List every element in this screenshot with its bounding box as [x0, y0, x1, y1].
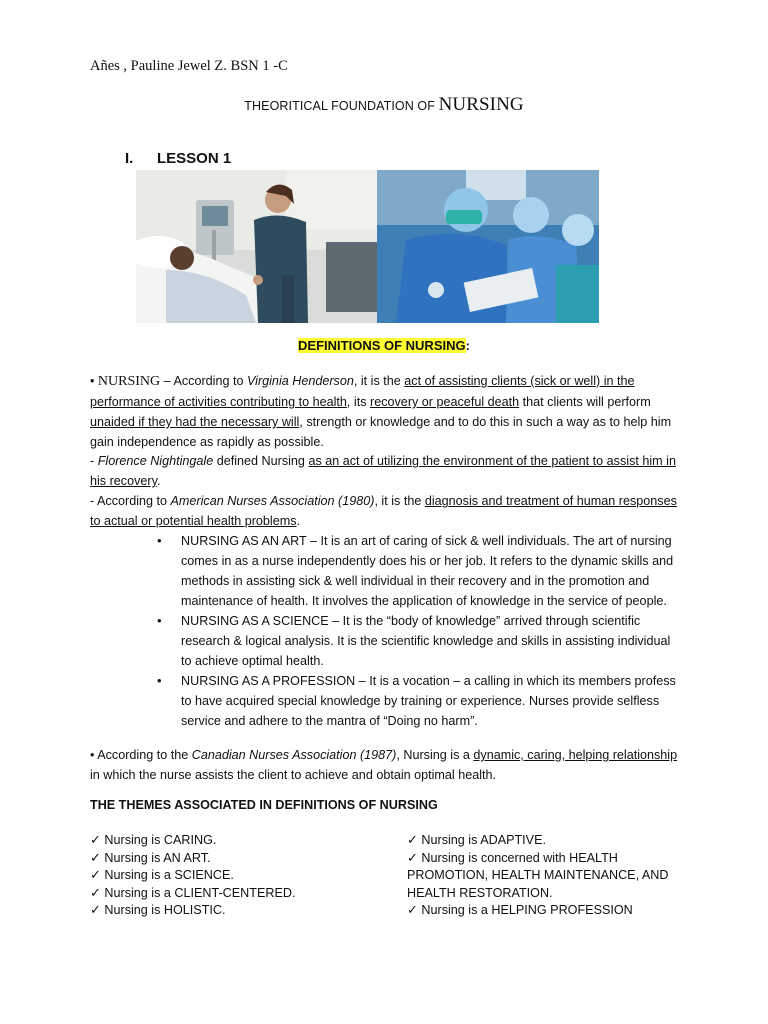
lesson-label: LESSON 1: [157, 150, 232, 167]
themes-heading: THE THEMES ASSOCIATED IN DEFINITIONS OF NURSING: [90, 798, 438, 812]
theme-text: Nursing is a SCIENCE.: [104, 868, 234, 882]
theme-item-continued: PROMOTION, HEALTH MAINTENANCE, AND: [407, 868, 669, 882]
text: , its: [346, 395, 371, 409]
theme-item: [90, 850, 295, 868]
text: defined Nursing: [213, 454, 309, 468]
text: – According to: [160, 374, 247, 388]
text: that clients will perform: [519, 395, 651, 409]
text: , Nursing is a: [396, 748, 474, 762]
underlined-text: recovery or peaceful death: [370, 395, 520, 409]
check-icon: ✓: [407, 833, 418, 848]
surgery-photo: [377, 170, 599, 323]
theme-text: Nursing is a CLIENT-CENTERED.: [104, 885, 296, 900]
theme-item: [90, 885, 295, 903]
check-icon: ✓: [90, 833, 101, 848]
nurse-patient-photo: [136, 170, 377, 323]
definition-cna: [90, 745, 690, 785]
lesson-photos: [136, 170, 599, 323]
list-item: • NURSING AS AN ART – It is an art of caring of sick & well individuals. The art of nursing comes in as a nurse independently does his or her job. It refers to the dynamic skills and methods in assisting sick & well individual in their recovery and in the promotion and maintenance of health. It involves the application of knowledge in the service of people.: [155, 531, 680, 611]
theme-text: Nursing is concerned with HEALTH: [421, 850, 618, 865]
underlined-text: diagnosis and treatment of human responses to actual or potential health problems: [90, 494, 677, 528]
lesson-number: I.: [125, 150, 134, 167]
definitions-heading: [0, 338, 768, 353]
title-nursing: NURSING: [438, 94, 524, 115]
text: , it is the: [353, 374, 405, 388]
definition-henderson: [90, 371, 690, 452]
theme-item-continued: HEALTH RESTORATION.: [407, 885, 553, 900]
theme-text: Nursing is ADAPTIVE.: [421, 833, 546, 847]
nursing-term: NURSING: [97, 374, 161, 389]
theme-item: [90, 867, 295, 885]
bullet: •: [90, 748, 95, 762]
theme-text: Nursing is a HELPING PROFESSION: [421, 903, 633, 917]
lesson-heading: [125, 150, 231, 167]
text: -: [90, 454, 98, 468]
check-icon: ✓: [90, 903, 101, 918]
check-icon: ✓: [407, 850, 418, 866]
definitions-heading-colon: :: [465, 338, 470, 353]
underlined-text: dynamic, caring, helping relationship: [473, 748, 678, 762]
list-item: • NURSING AS A SCIENCE – It is the “body of knowledge” arrived through scientific research & logical analysis. It is the scientific knowledge and skills in assisting individual to achieve optimal health.: [155, 611, 680, 671]
text: - According to: [90, 494, 171, 508]
source-name: Florence Nightingale: [97, 454, 214, 468]
theme-item: [407, 902, 668, 920]
bullet: •: [90, 374, 95, 388]
theme-item: [90, 832, 295, 850]
text: , it is the: [374, 494, 425, 508]
underlined-text: as an act of utilizing the environment of the patient to assist him in his recovery: [90, 454, 676, 488]
text: According to the: [94, 748, 192, 762]
text: .: [156, 474, 161, 488]
source-name: American Nurses Association (1980): [170, 494, 375, 508]
underlined-text: act of assisting clients (sick or well) in the performance of activities contributing to health: [90, 374, 635, 409]
nursing-aspects-list: [155, 531, 680, 731]
theme-text: Nursing is CARING.: [104, 833, 217, 847]
definitions-heading-text: DEFINITIONS OF NURSING: [298, 338, 466, 353]
source-name: Canadian Nurses Association (1987): [191, 748, 397, 762]
definition-ana: [90, 491, 690, 531]
page-title: [0, 94, 768, 116]
check-icon: ✓: [90, 850, 101, 866]
check-icon: ✓: [90, 868, 101, 883]
check-icon: ✓: [90, 885, 101, 901]
themes-left-column: [90, 832, 295, 920]
theme-item: [90, 902, 295, 920]
theme-text: Nursing is AN ART.: [104, 850, 211, 865]
author-line: Añes , Pauline Jewel Z. BSN 1 -C: [90, 58, 288, 74]
text: , strength or knowledge and to do this in such a way as to help him gain independence as rapidly as possible.: [90, 415, 672, 449]
themes-right-column: [407, 832, 668, 920]
list-item: • NURSING AS A PROFESSION – It is a vocation – a calling in which its members profess to have acquired special knowledge by training or experience. Nurses provide selfless service and adhere to the mantra of “Doing no harm”.: [155, 671, 680, 731]
theme-item: [407, 850, 668, 868]
text: in which the nurse assists the client to achieve and obtain optimal health.: [90, 768, 497, 782]
title-prefix: THEORITICAL FOUNDATION OF: [244, 99, 435, 113]
definition-nightingale: [90, 451, 690, 491]
text: .: [296, 514, 301, 528]
source-name: Virginia Henderson: [246, 374, 354, 388]
underlined-text: unaided if they had the necessary will: [90, 415, 300, 429]
theme-text: Nursing is HOLISTIC.: [104, 903, 226, 917]
check-icon: ✓: [407, 903, 418, 918]
theme-item: [407, 832, 668, 850]
